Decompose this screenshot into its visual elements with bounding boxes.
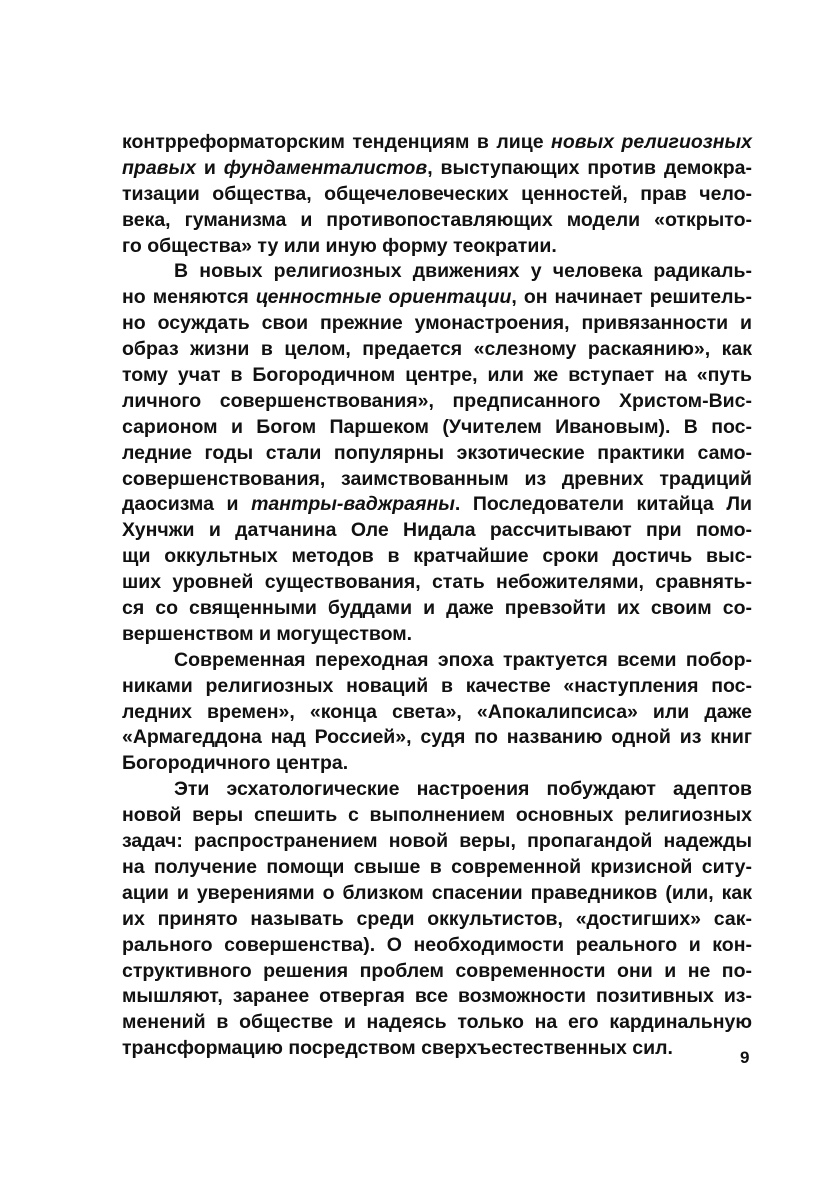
text-segment: ших уровней существования, стать небожителями, сравнять- — [122, 571, 752, 594]
text-segment: их принято называть среди оккультистов, «достигших» сак- — [122, 907, 752, 930]
text-line — [122, 700, 752, 726]
page-number: 9 — [740, 1048, 750, 1067]
text-segment: задач: распространением новой веры, пропагандой надежды — [122, 830, 752, 853]
text-segment: но меняются — [122, 286, 256, 309]
text-line — [122, 622, 752, 648]
text-line — [122, 544, 752, 570]
text-line — [122, 881, 752, 907]
text-segment: го общества» ту или иную форму теократии. — [122, 234, 557, 257]
text-segment: никами религиозных новаций в качестве «наступления пос- — [122, 674, 752, 697]
text-line — [122, 259, 752, 285]
text-segment: Хунчжи и датчанина Оле Нидала рассчитывают при помо- — [122, 519, 752, 542]
text-line — [122, 959, 752, 985]
text-line — [122, 389, 752, 415]
text-line — [122, 674, 752, 700]
text-line — [122, 829, 752, 855]
text-line — [122, 467, 752, 493]
text-segment: структивного решения проблем современности они и не по- — [122, 959, 752, 982]
text-segment: вершенством и могуществом. — [122, 622, 413, 645]
body-text — [122, 130, 752, 1062]
text-segment: , выступающих против демокра- — [427, 156, 752, 179]
text-line — [122, 751, 752, 777]
emphasized-text: фундаменталистов — [223, 156, 428, 179]
text-segment: . Последователи китайца Ли — [454, 493, 752, 516]
text-line — [122, 130, 752, 156]
text-segment: образ жизни в целом, предается «слезному раскаянию», как — [122, 338, 752, 361]
text-segment: Современная переходная эпоха трактуется всеми побор- — [174, 648, 752, 671]
text-segment: «Армагеддона над Россией», судя по названию одной из книг — [122, 726, 752, 749]
text-segment: личного совершенствования», предписанного Христом-Вис- — [122, 389, 752, 412]
text-segment: Богородичного центра. — [122, 752, 349, 775]
text-segment: ации и уверениями о близком спасении праведников (или, как — [122, 881, 752, 904]
text-segment: ледние годы стали популярны экзотические практики само- — [122, 441, 752, 464]
text-segment: ледних времен», «конца света», «Апокалипсиса» или даже — [122, 700, 752, 723]
emphasized-text: новых религиозных — [551, 131, 752, 153]
text-segment: Эти эсхатологические настроения побуждают адептов — [174, 778, 752, 801]
text-line — [122, 907, 752, 933]
text-line — [122, 415, 752, 441]
text-line — [122, 441, 752, 467]
text-segment: рального совершенства). О необходимости реального и кон- — [122, 933, 752, 956]
text-line — [122, 648, 752, 674]
text-line — [122, 285, 752, 311]
text-segment: совершенствования, заимствованным из древних традиций — [122, 467, 752, 490]
text-line — [122, 492, 752, 518]
text-line — [122, 1010, 752, 1036]
text-line — [122, 984, 752, 1010]
text-segment: тизации общества, общечеловеческих ценностей, прав чело- — [122, 182, 752, 205]
text-line — [122, 363, 752, 389]
text-segment: даосизма и — [122, 493, 252, 516]
text-line — [122, 156, 752, 182]
text-segment: на получение помощи свыше в современной кризисной ситу- — [122, 855, 752, 878]
text-segment: менений в обществе и надеясь только на его кардинальную — [122, 1011, 752, 1034]
text-segment: трансформацию посредством сверхъестественных сил. — [122, 1037, 673, 1060]
text-line — [122, 311, 752, 337]
text-segment: и — [195, 156, 224, 179]
emphasized-text: правых — [122, 156, 196, 179]
text-segment: В новых религиозных движениях у человека радикаль- — [174, 260, 752, 283]
text-segment: , он начинает решитель- — [511, 286, 752, 309]
text-line — [122, 208, 752, 234]
text-line — [122, 570, 752, 596]
text-line — [122, 1036, 752, 1062]
text-segment: но осуждать свои прежние умонастроения, привязанности и — [122, 312, 752, 335]
text-segment: сарионом и Богом Паршеком (Учителем Ивановым). В пос- — [122, 415, 752, 438]
text-segment: мышляют, заранее отвергая все возможности позитивных из- — [122, 985, 752, 1008]
text-segment: века, гуманизма и противопоставляющих модели «открыто- — [122, 208, 752, 231]
text-line — [122, 855, 752, 881]
text-segment: контрреформаторским тенденциям в лице — [122, 131, 552, 153]
text-line — [122, 337, 752, 363]
text-line — [122, 234, 752, 260]
text-segment: ся со священными буддами и даже превзойти их своим со- — [122, 597, 752, 620]
text-line — [122, 725, 752, 751]
text-line — [122, 182, 752, 208]
text-line — [122, 803, 752, 829]
text-segment: новой веры спешить с выполнением основных религиозных — [122, 804, 752, 827]
emphasized-text: тантры-ваджраяны — [251, 493, 455, 516]
text-line — [122, 518, 752, 544]
text-line — [122, 596, 752, 622]
text-line — [122, 933, 752, 959]
text-segment: щи оккультных методов в кратчайшие сроки достичь выс- — [122, 545, 752, 568]
emphasized-text: ценностные ориентации — [255, 286, 512, 309]
text-line — [122, 777, 752, 803]
text-segment: тому учат в Богородичном центре, или же вступает на «путь — [122, 364, 752, 387]
